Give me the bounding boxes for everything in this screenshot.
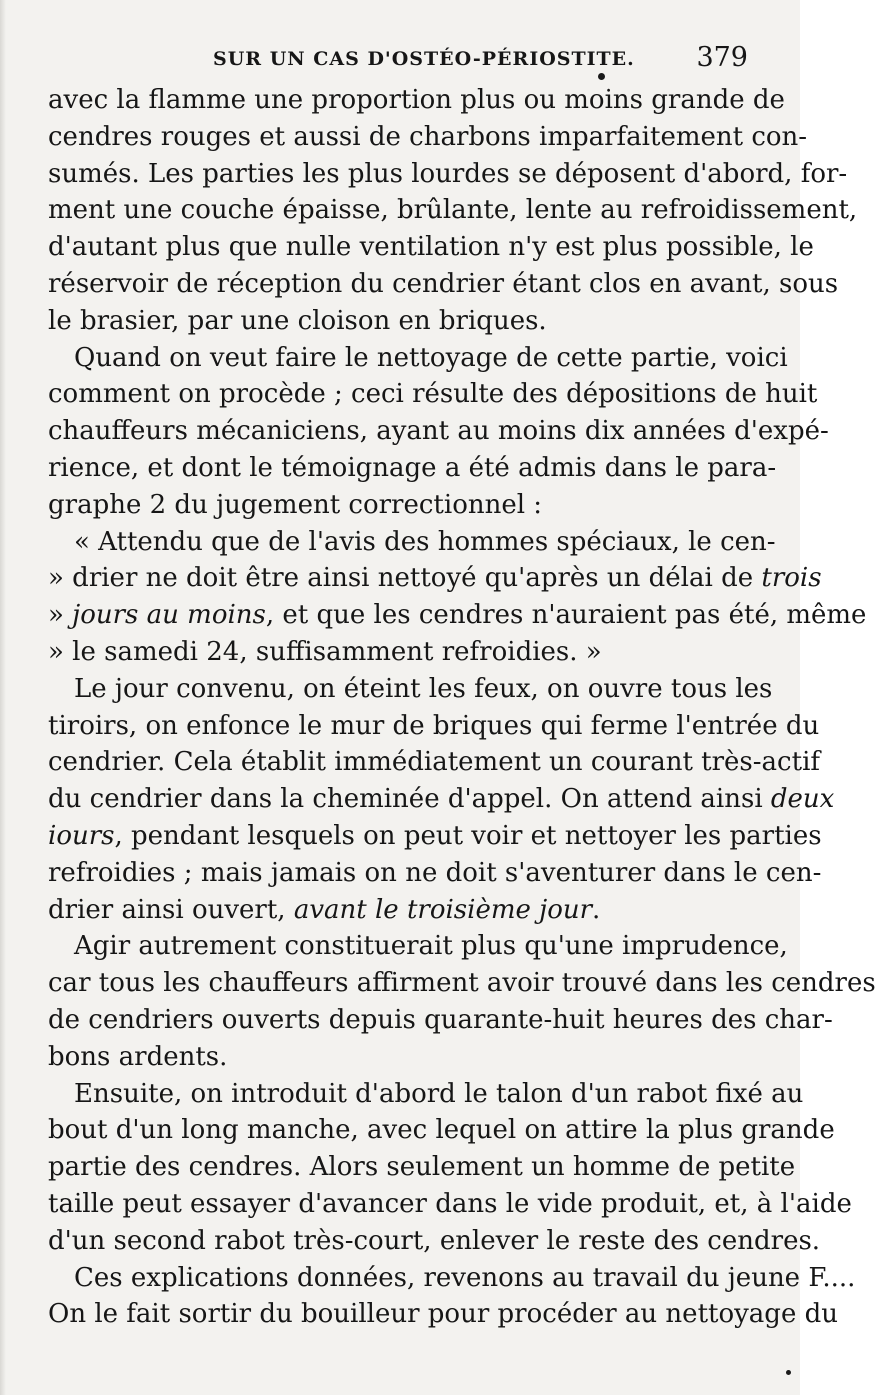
body-text xyxy=(48,82,876,1333)
text-line xyxy=(48,892,754,929)
text-line xyxy=(48,818,822,855)
text-segment: Agir autrement constituerait plus qu'une imprudence, xyxy=(74,931,788,962)
text-line xyxy=(48,928,788,965)
text-segment: » drier ne doit être ainsi nettoyé qu'après un délai de xyxy=(48,563,762,594)
text-line xyxy=(48,781,835,818)
text-line xyxy=(48,1296,838,1333)
text-segment: cendrier. Cela établit immédiatement un courant très-actif xyxy=(48,747,821,778)
text-segment: bons ardents. xyxy=(48,1041,228,1072)
text-segment: bout d'un long manche, avec lequel on attire la plus grande xyxy=(48,1115,835,1146)
text-segment: avec la flamme une proportion plus ou moins grande de xyxy=(48,85,785,115)
ink-speck xyxy=(786,1370,791,1375)
text-line xyxy=(48,1076,804,1113)
text-segment: chauffeurs mécaniciens, ayant au moins dix années d'expé- xyxy=(48,416,829,447)
text-line xyxy=(48,671,773,708)
italic-text: deux xyxy=(770,784,835,815)
text-line xyxy=(48,156,848,193)
text-segment: cendres rouges et aussi de charbons imparfaitement con- xyxy=(48,121,808,152)
text-segment: « Attendu que de l'avis des hommes spéciaux, le cen- xyxy=(74,526,776,557)
running-title: SUR UN CAS D'OSTÉO-PÉRIOSTITE. xyxy=(213,48,635,70)
text-segment: drier ainsi ouvert, xyxy=(48,894,294,925)
text-segment: d'autant plus que nulle ventilation n'y est plus possible, le xyxy=(48,232,814,263)
text-line xyxy=(48,303,754,340)
text-line xyxy=(48,597,867,634)
text-line xyxy=(48,1260,856,1297)
text-segment: tiroirs, on enfonce le mur de briques qui ferme l'entrée du xyxy=(48,710,820,741)
text-segment: On le fait sortir du bouilleur pour procéder au nettoyage du xyxy=(48,1299,838,1330)
text-line xyxy=(48,82,785,119)
text-line xyxy=(48,560,822,597)
text-segment: du cendrier dans la cheminée d'appel. On attend ainsi xyxy=(48,784,771,815)
ink-speck xyxy=(598,73,605,80)
text-segment: comment on procède ; ceci résulte des dépositions de huit xyxy=(48,379,818,410)
text-segment: réservoir de réception du cendrier étant clos en avant, sous xyxy=(48,268,839,299)
italic-text: trois xyxy=(761,563,822,594)
italic-text: jours au moins xyxy=(72,600,266,631)
italic-text: iours xyxy=(48,820,115,851)
italic-text: avant le troisième jour xyxy=(293,894,593,925)
text-segment: de cendriers ouverts depuis quarante-huit heures des char- xyxy=(48,1004,833,1035)
text-line xyxy=(48,119,808,156)
text-line xyxy=(48,855,822,892)
text-line xyxy=(48,192,858,229)
text-segment: d'un second rabot très-court, enlever le reste des cendres. xyxy=(48,1225,821,1256)
text-segment: , pendant lesquels on peut voir et nettoyer les parties xyxy=(114,820,822,851)
text-segment: , et que les cendres n'auraient pas été, même xyxy=(265,600,867,631)
text-segment: sumés. Les parties les plus lourdes se déposent d'abord, for- xyxy=(48,158,848,189)
page-number: 379 xyxy=(696,42,748,73)
text-line xyxy=(48,376,818,413)
text-segment: ment une couche épaisse, brûlante, lente au refroidissement, xyxy=(48,195,858,226)
text-line xyxy=(48,708,820,745)
text-line xyxy=(48,1149,796,1186)
text-line xyxy=(48,1112,835,1149)
text-segment: Le jour convenu, on éteint les feux, on ouvre tous les xyxy=(74,673,773,704)
text-line xyxy=(48,1223,821,1260)
text-segment: refroidies ; mais jamais on ne doit s'aventurer dans le cen- xyxy=(48,857,822,888)
page-header xyxy=(48,40,752,80)
text-line xyxy=(48,413,829,450)
text-segment: car tous les chauffeurs affirment avoir trouvé dans les cendres xyxy=(48,968,876,999)
text-line xyxy=(48,229,814,266)
text-line xyxy=(48,1002,833,1039)
text-line xyxy=(48,450,777,487)
text-segment: taille peut essayer d'avancer dans le vide produit, et, à l'aide xyxy=(48,1188,852,1219)
text-line xyxy=(48,524,776,561)
text-line xyxy=(48,1039,754,1076)
text-line xyxy=(48,965,876,1002)
text-line xyxy=(48,487,754,524)
text-segment: Quand on veut faire le nettoyage de cette partie, voici xyxy=(74,342,788,373)
text-segment: graphe 2 du jugement correctionnel : xyxy=(48,489,543,520)
text-line xyxy=(48,634,754,671)
text-segment: partie des cendres. Alors seulement un homme de petite xyxy=(48,1152,796,1183)
text-segment: » xyxy=(48,600,73,631)
text-line xyxy=(48,1186,852,1223)
text-segment: Ensuite, on introduit d'abord le talon d'un rabot fixé au xyxy=(74,1078,804,1109)
text-line xyxy=(48,744,821,781)
text-line xyxy=(48,340,788,377)
text-line xyxy=(48,266,839,303)
text-segment: rience, et dont le témoignage a été admis dans le para- xyxy=(48,452,777,483)
text-segment: » le samedi 24, suffisamment refroidies. » xyxy=(48,636,602,667)
text-segment: le brasier, par une cloison en briques. xyxy=(48,305,547,336)
text-segment: Ces explications données, revenons au travail du jeune F.... xyxy=(74,1262,856,1293)
text-segment: . xyxy=(592,894,601,925)
